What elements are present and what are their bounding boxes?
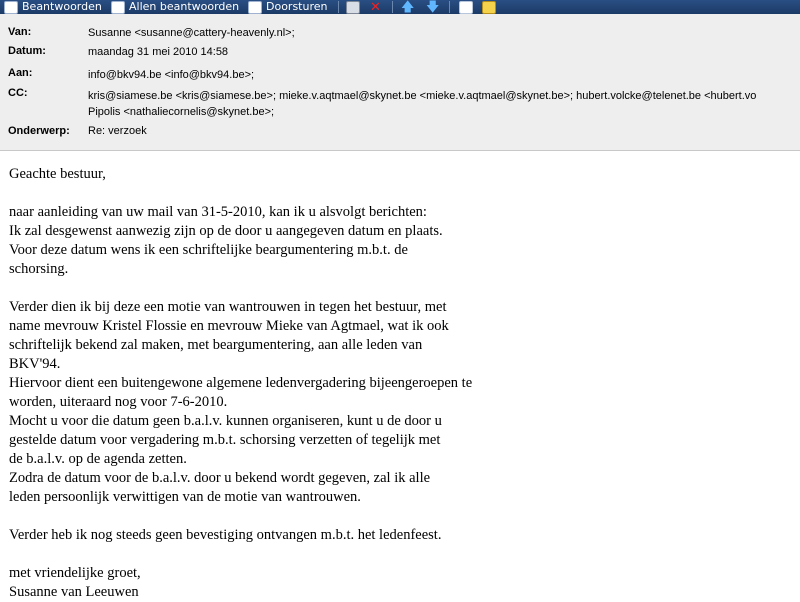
subject-value: Re: verzoek <box>88 125 147 137</box>
from-label: Van: <box>8 26 32 38</box>
reply-all-label: Allen beantwoorden <box>129 0 240 13</box>
to-value[interactable]: info@bkv94.be <info@bkv94.be>; <box>88 69 255 81</box>
from-value[interactable]: Susanne <susanne@cattery-heavenly.nl>; <box>88 27 295 39</box>
body-line: schriftelijk bekend zal maken, met beargumentering, aan alle leden van <box>9 337 423 353</box>
toolbar-divider <box>392 1 393 13</box>
toolbar-divider <box>338 1 339 13</box>
date-value: maandag 31 mei 2010 14:58 <box>88 46 229 58</box>
delete-x-icon: ✕ <box>370 0 381 14</box>
body-line: Susanne van Leeuwen <box>9 584 139 600</box>
body-line: met vriendelijke groet, <box>9 565 141 581</box>
body-line <box>9 507 789 526</box>
body-line: naar aanleiding van uw mail van 31-5-2010, kan ik u alsvolgt berichten: <box>9 204 427 220</box>
body-line: worden, uiteraard nog voor 7-6-2010. <box>9 394 228 410</box>
subject-label: Onderwerp: <box>8 125 70 137</box>
message-body <box>9 165 789 602</box>
body-line: gestelde datum voor vergadering m.b.t. schorsing verzetten of tegelijk met <box>9 432 441 448</box>
print-button[interactable] <box>346 0 360 14</box>
envelope-forward-icon <box>248 1 262 14</box>
body-line: Voor deze datum wens ik een schriftelijke beargumentering m.b.t. de <box>9 242 408 258</box>
body-line: name mevrouw Kristel Flossie en mevrouw Mieke van Agtmael, wat ik ook <box>9 318 449 334</box>
grid-view-button[interactable] <box>482 0 496 14</box>
message-header <box>0 14 800 151</box>
body-line: schorsing. <box>9 261 69 277</box>
envelope-reply-all-icon <box>111 1 125 14</box>
body-line: Mocht u voor die datum geen b.a.l.v. kunnen organiseren, kunt u de door u <box>9 413 442 429</box>
toolbar-divider <box>449 1 450 13</box>
toolbar <box>0 0 800 14</box>
address-book-icon <box>459 1 473 14</box>
reply-button[interactable] <box>4 0 102 14</box>
body-line <box>9 184 789 203</box>
body-line: Verder heb ik nog steeds geen bevestiging ontvangen m.b.t. het ledenfeest. <box>9 527 442 543</box>
body-line: Zodra de datum voor de b.a.l.v. door u bekend wordt gegeven, zal ik alle <box>9 470 431 486</box>
forward-button[interactable] <box>248 0 328 14</box>
body-line: de b.a.l.v. op de agenda zetten. <box>9 451 187 467</box>
body-line: Ik zal desgewenst aanwezig zijn op de door u aangegeven datum en plaats. <box>9 223 443 239</box>
cc-value-line1[interactable]: kris@siamese.be <kris@siamese.be>; mieke.v.aqtmael@skynet.be <mieke.v.aqtmael@skynet.be>; hubert.volcke@telenet.be <hubert.vo <box>88 90 757 102</box>
forward-label: Doorsturen <box>266 0 328 13</box>
body-line: leden persoonlijk verwittigen van de motie van wantrouwen. <box>9 489 361 505</box>
arrow-up-icon: 🡅 <box>401 0 415 14</box>
address-book-button[interactable] <box>459 0 473 14</box>
reply-all-button[interactable] <box>111 0 239 14</box>
body-line: BKV'94. <box>9 356 61 372</box>
body-line: Hiervoor dient een buitengewone algemene ledenvergadering bijeengeroepen te <box>9 375 473 391</box>
arrow-down-icon: 🡇 <box>426 0 440 14</box>
delete-button[interactable] <box>370 0 381 14</box>
body-line: Verder dien ik bij deze een motie van wantrouwen in tegen het bestuur, met <box>9 299 447 315</box>
cc-value-line2[interactable]: Pipolis <nathaliecornelis@skynet.be>; <box>88 106 275 118</box>
printer-icon <box>346 1 360 14</box>
cc-label: CC: <box>8 87 28 99</box>
body-line <box>9 545 789 564</box>
next-message-button[interactable] <box>426 0 439 14</box>
body-line: Geachte bestuur, <box>9 166 106 182</box>
to-label: Aan: <box>8 67 33 79</box>
envelope-reply-icon <box>4 1 18 14</box>
previous-message-button[interactable] <box>401 0 414 14</box>
date-label: Datum: <box>8 45 46 57</box>
grid-icon <box>482 1 496 14</box>
reply-label: Beantwoorden <box>22 0 102 13</box>
body-line <box>9 279 789 298</box>
